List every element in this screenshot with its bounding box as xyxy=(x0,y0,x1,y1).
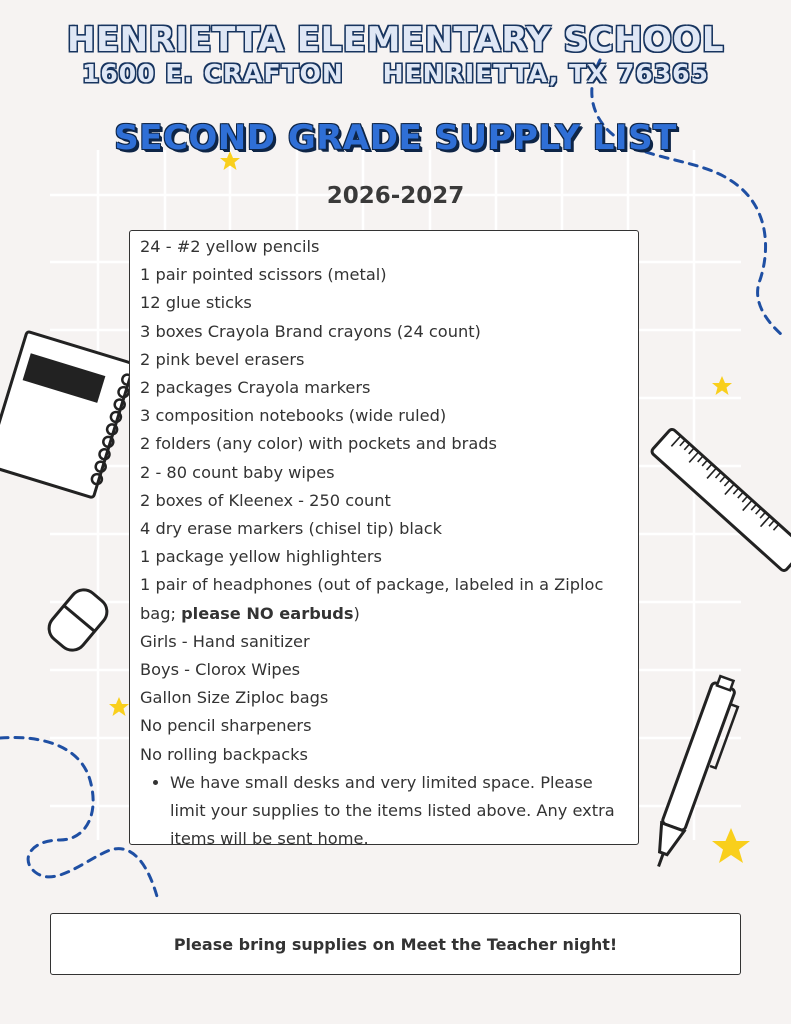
supply-item: Boys - Clorox Wipes xyxy=(140,660,301,680)
supply-item: 2 pink bevel erasers xyxy=(140,349,305,369)
headphones-text: 1 pair of headphones (out of package, labeled in a Ziploc bag; xyxy=(140,575,604,623)
supply-item-headphones xyxy=(140,571,632,627)
supply-item: 2 boxes of Kleenex - 250 count xyxy=(140,490,391,510)
ruler-icon xyxy=(650,428,791,572)
headphones-text-end: ) xyxy=(353,603,360,623)
supply-item: Girls - Hand sanitizer xyxy=(140,631,310,651)
supply-item: 1 pair pointed scissors (metal) xyxy=(140,265,387,285)
supply-item: 3 composition notebooks (wide ruled) xyxy=(140,406,447,426)
supply-item: 1 package yellow highlighters xyxy=(140,547,382,567)
star-icon xyxy=(109,697,129,716)
star-icon xyxy=(712,376,732,395)
school-name: HENRIETTA ELEMENTARY SCHOOL xyxy=(66,20,724,60)
school-year: 2026-2027 xyxy=(326,183,465,209)
supply-list-title: SECOND GRADE SUPPLY LIST xyxy=(114,118,677,158)
supply-item: 2 folders (any color) with pockets and brads xyxy=(140,434,497,454)
supply-item: 12 glue sticks xyxy=(140,293,252,313)
notebook-icon xyxy=(0,331,137,499)
supply-item: 4 dry erase markers (chisel tip) black xyxy=(140,519,443,539)
supply-list-box xyxy=(129,230,639,849)
footer-message: Please bring supplies on Meet the Teacher night! xyxy=(173,934,618,954)
supply-item: 3 boxes Crayola Brand crayons (24 count) xyxy=(140,321,481,341)
supply-item: 24 - #2 yellow pencils xyxy=(140,237,320,256)
star-icon xyxy=(712,828,750,863)
note-list xyxy=(140,769,632,854)
space-note: • We have small desks and very limited space. Please limit your supplies to the items listed above. Any extra items will be sent home. xyxy=(170,769,632,854)
footer-banner xyxy=(50,913,741,975)
eraser-icon xyxy=(43,584,112,656)
supply-item: 2 packages Crayola markers xyxy=(140,378,371,398)
school-address: 1600 E. CRAFTON HENRIETTA, TX 76365 xyxy=(82,59,709,88)
supply-item: No pencil sharpeners xyxy=(140,716,312,736)
no-earbuds-emphasis: please NO earbuds xyxy=(181,603,354,623)
supply-item: 2 - 80 count baby wipes xyxy=(140,462,335,482)
supply-item: No rolling backpacks xyxy=(140,744,308,764)
supply-item: Gallon Size Ziploc bags xyxy=(140,688,329,708)
